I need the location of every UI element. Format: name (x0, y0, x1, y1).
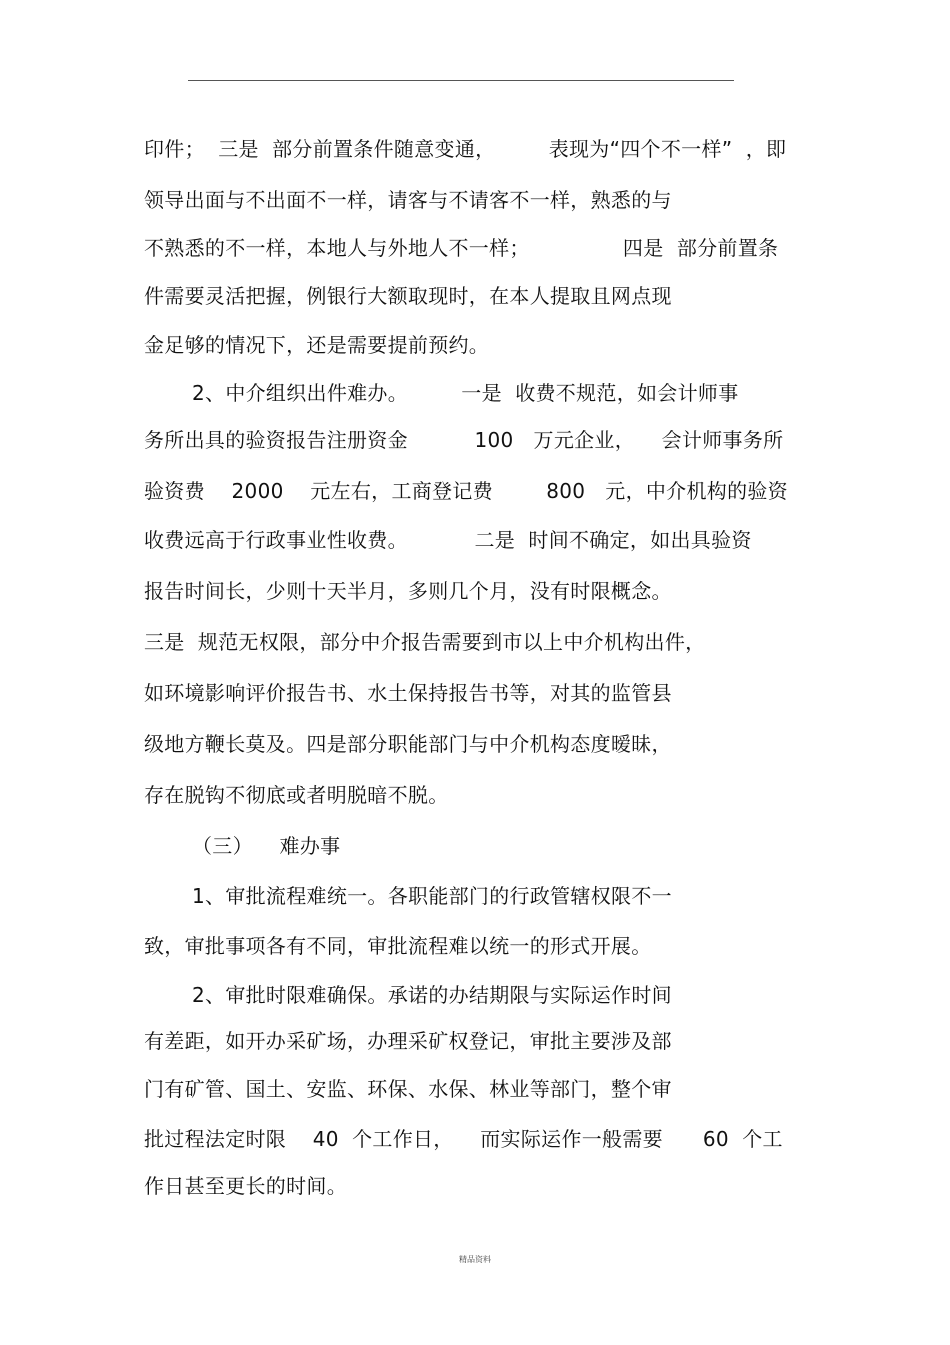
text-line: 2、中介组织出件难办。 一是 收费不规范，如会计师事 (192, 381, 739, 405)
text-line: 如环境影响评价报告书、水土保持报告书等，对其的监管县 (144, 681, 672, 705)
text-line: 件需要灵活把握，例银行大额取现时，在本人提取且网点现 (144, 284, 672, 308)
text-line: 批过程法定时限 40 个工作日， 而实际运作一般需要 60 个工 (144, 1127, 783, 1151)
page-footer: 精品资料 (459, 1255, 491, 1264)
text-line: 作日甚至更长的时间。 (144, 1174, 347, 1198)
text-line: 级地方鞭长莫及。四是部分职能部门与中介机构态度暧昧， (144, 732, 672, 756)
text-line: 门有矿管、国土、安监、环保、水保、林业等部门，整个审 (144, 1077, 672, 1101)
text-line: 致，审批事项各有不同，审批流程难以统一的形式开展。 (144, 934, 652, 958)
section-heading: （三） 难办事 (192, 834, 341, 858)
text-line: 有差距，如开办采矿场，办理采矿权登记，审批主要涉及部 (144, 1029, 672, 1053)
text-line: 验资费 2000 元左右，工商登记费 800 元，中介机构的验资 (144, 479, 788, 503)
text-line: 收费远高于行政事业性收费。 二是 时间不确定，如出具验资 (144, 528, 752, 552)
text-line: 2、审批时限难确保。承诺的办结期限与实际运作时间 (192, 983, 672, 1007)
text-line: 1、审批流程难统一。各职能部门的行政管辖权限不一 (192, 884, 672, 908)
text-line: 报告时间长，少则十天半月，多则几个月，没有时限概念。 (144, 579, 672, 603)
text-line: 领导出面与不出面不一样，请客与不请客不一样，熟悉的与 (144, 188, 672, 212)
text-line: 不熟悉的不一样，本地人与外地人不一样； 四是 部分前置条 (144, 236, 779, 260)
text-line: 印件； 三是 部分前置条件随意变通， 表现为“四个不一样” ，即 (144, 137, 787, 161)
text-line: 务所出具的验资报告注册资金 100 万元企业， 会计师事务所 (144, 428, 784, 452)
text-line: 存在脱钩不彻底或者明脱暗不脱。 (144, 783, 449, 807)
text-line: 金足够的情况下，还是需要提前预约。 (144, 333, 490, 357)
text-line: 三是 规范无权限，部分中介报告需要到市以上中介机构出件， (144, 630, 706, 654)
header-rule (188, 80, 734, 81)
